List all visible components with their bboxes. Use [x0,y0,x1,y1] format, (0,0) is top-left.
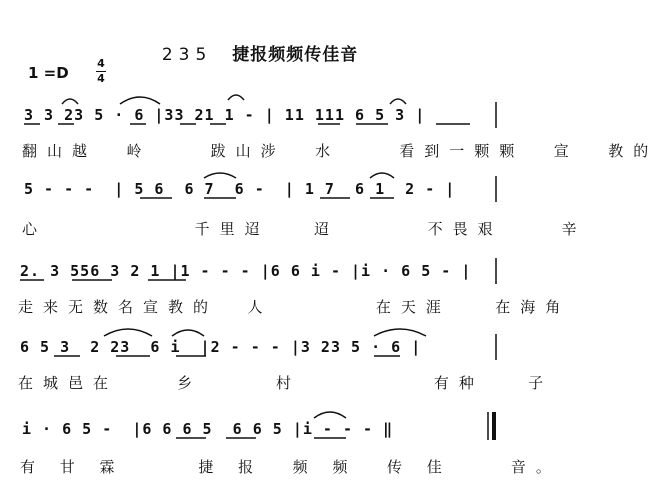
row-1-notes: 3 3 23 5 · 6 |33 21 1 - | 11 111 6 5 3 | [24,106,426,124]
slur [314,412,346,418]
slur [62,99,78,104]
row-3-notes: 2. 3 556 3 2 1 |1 - - - |6 6 i - |i · 6 5 - | [20,262,472,280]
slur [374,329,426,336]
slur [370,173,394,178]
slur [204,173,236,178]
slur [120,97,160,104]
time-signature-top: 4 [97,57,105,70]
row-2-lyrics: 心 千里迢 迢 不畏艰 辛 [22,220,587,238]
slur [172,330,204,336]
key-signature: 1 =D [28,64,69,82]
song-name: 捷报频频传佳音 [232,45,359,65]
song-number: 235 [161,45,213,65]
row-4-lyrics: 在城邑在 乡 村 有种 子 [18,374,554,392]
row-1-lyrics: 翻山越 岭 跋山涉 水 看到一颗颗 宣 教的 [22,142,658,160]
slur [104,329,152,336]
slur [390,99,406,104]
row-4-notes: 6 5 3 2 23 6 i |2 - - - |3 23 5 · 6 | [20,338,422,356]
row-3-lyrics: 走来无数名宣教的 人 在天涯 在海角 [18,298,571,316]
row-2-notes: 5 - - - | 5 6 6 7 6 - | 1 7 6 1 2 - | [24,180,456,198]
slur [228,95,244,100]
row-5-notes: i · 6 5 - |6 6 6 5 6 6 5 |i - - - ‖ [22,420,394,438]
row-5-lyrics: 有 甘 霖 捷 报 频 频 传 佳 音。 [20,458,561,476]
time-signature-bottom: 4 [97,72,105,85]
